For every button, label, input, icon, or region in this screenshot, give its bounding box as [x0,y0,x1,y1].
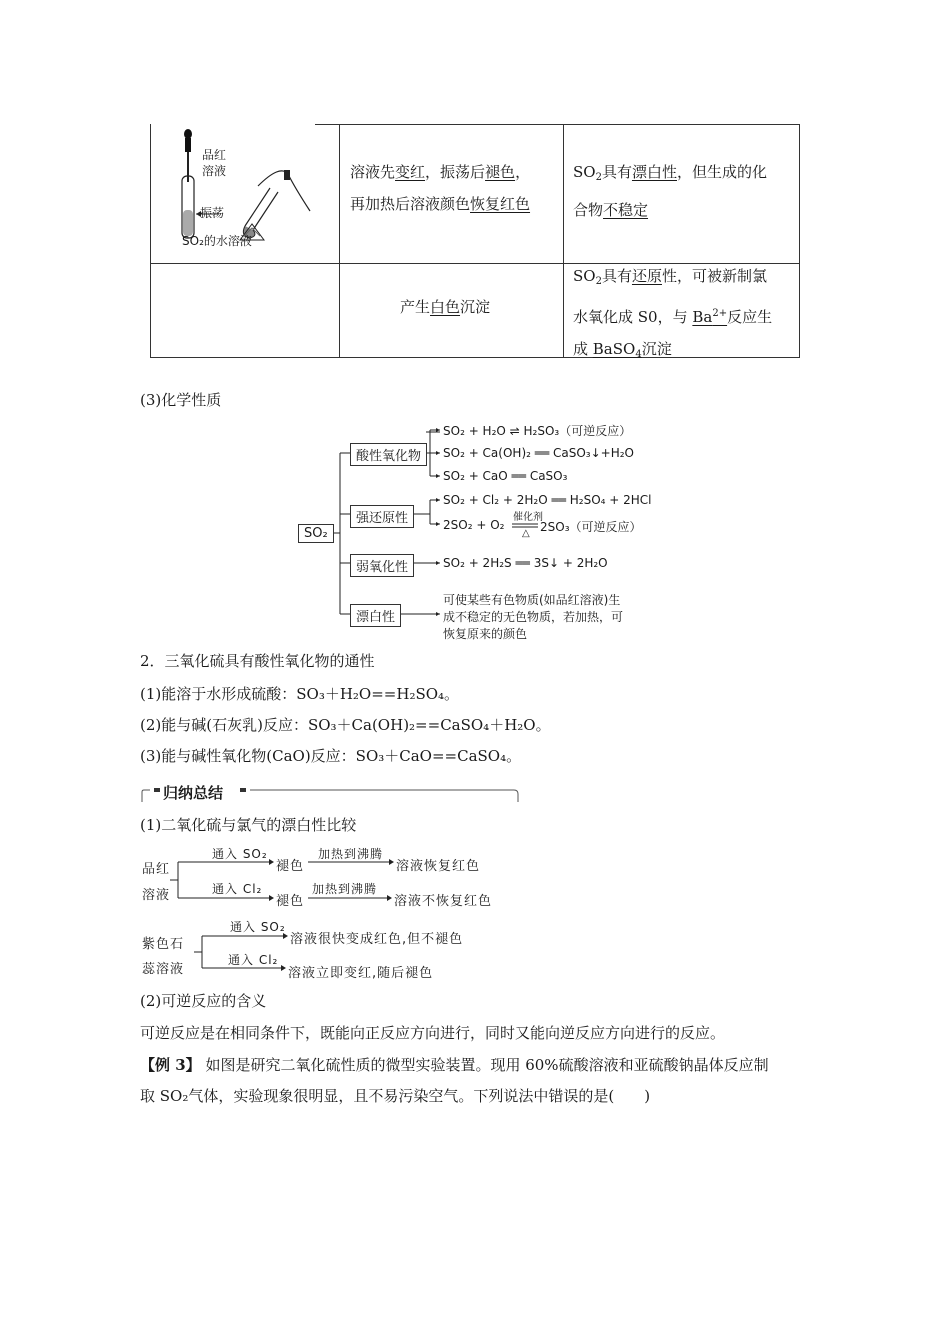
row1-phenomenon: 溶液先变红，振荡后褪色， 再加热后溶液颜色恢复红色 [350,163,531,213]
summary-banner: 归纳总结 [163,784,224,802]
reducing-eq-2-catalyst: 催化剂 [513,512,543,523]
table-border-left [150,124,151,358]
row2-conclusion: $SO_2$具有还原性，可被新制氯 水氧化成 S0，与 $Ba^{2+}$反应生 成 BaSO$_4$沉淀 [573,267,773,360]
example-3-line-2: 取 SO₂气体，实验现象很明显，且不易污染空气。下列说法中错误的是( ) [140,1087,651,1105]
bleaching-desc: 可使某些有色物质(如品红溶液)生 成不稳定的无色物质，若加热，可 恢复原来的颜色 [443,593,624,641]
litmus-result-2: 溶液立即变红,随后褪色 [288,966,434,981]
pinhong-heat-1: 加热到沸腾 [318,847,384,861]
pinhong-cl2: 通入 Cl₂ [212,882,263,896]
label-so2-solution: SO₂的水溶液 [182,234,252,248]
reducing-eq-2-right: 2SO₃（可逆反应） [540,520,642,534]
oxidizing-eq: SO₂ + 2H₂S ══ 3S↓ + 2H₂O [443,556,608,570]
so3-point-1: (1)能溶于水形成硫酸：SO₃＋H₂O==H₂SO₄。 [140,685,460,703]
so3-point-2: (2)能与碱(石灰乳)反应：SO₃＋Ca(OH)₂==CaSO₄＋H₂O。 [140,716,551,734]
acid-eq-2: SO₂ + Ca(OH)₂ ══ CaSO₃↓+H₂O [443,446,635,460]
node-so2: SO₂ [298,524,334,543]
acid-eq-3: SO₂ + CaO ══ CaSO₃ [443,469,568,483]
label-zhendang: 振荡 [200,206,225,220]
table-border-right [799,124,800,358]
compare-title: (1)二氧化硫与氯气的漂白性比较 [140,816,357,834]
node-reducing: 强还原性 [350,505,414,528]
acid-eq-1: SO₂ + H₂O ⇌ H₂SO₃（可逆反应） [443,424,632,438]
so3-title: 2．三氧化硫具有酸性氧化物的通性 [140,652,375,670]
litmus-so2: 通入 SO₂ [230,920,286,934]
litmus-label-1: 紫色石 [142,937,185,952]
pinhong-heat-2: 加热到沸腾 [312,882,378,896]
pinhong-label-2: 溶液 [142,888,171,903]
litmus-result-1: 溶液很快变成红色,但不褪色 [290,932,464,947]
node-acid-oxide: 酸性氧化物 [350,443,427,466]
reversible-definition: 可逆反应是在相同条件下，既能向正反应方向进行，同时又能向逆反应方向进行的反应。 [140,1024,726,1042]
pinhong-fade-1: 褪色 [276,859,305,874]
row2-phenomenon: 产生白色沉淀 [400,298,491,316]
section-3-heading: (3)化学性质 [140,391,222,409]
pinhong-result-2: 溶液不恢复红色 [394,894,493,909]
node-oxidizing: 弱氧化性 [350,554,414,577]
label-pinhong: 品红 [202,148,227,162]
pinhong-label-1: 品红 [142,862,171,877]
example-3-line-1: 【例 3】 如图是研究二氧化硫性质的微型实验装置。现用 60%硫酸溶液和亚硫酸钠晶体反应制 [140,1056,769,1074]
reducing-eq-1: SO₂ + Cl₂ + 2H₂O ══ H₂SO₄ + 2HCl [443,493,652,507]
node-bleaching: 漂白性 [350,604,401,627]
pinhong-fade-2: 褪色 [276,894,305,909]
so3-point-3: (3)能与碱性氧化物(CaO)反应：SO₃＋CaO==CaSO₄。 [140,747,522,765]
litmus-cl2: 通入 Cl₂ [228,953,279,967]
reducing-eq-2-heat: △ [522,528,530,539]
table-col-divider-2 [563,124,564,358]
pinhong-so2: 通入 SO₂ [212,847,268,861]
label-rongye: 溶液 [202,164,227,178]
example-3-tag: 【例 3】 [140,1056,201,1074]
litmus-label-2: 蕊溶液 [142,962,185,977]
row1-conclusion: $SO_2$具有漂白性，但生成的化 合物不稳定 [573,163,767,219]
reversible-title: (2)可逆反应的含义 [140,992,267,1010]
pinhong-result-1: 溶液恢复红色 [396,859,481,874]
table-border-top [315,124,800,125]
experiment-table [150,124,800,358]
reducing-eq-2-left: 2SO₂ + O₂ [443,518,505,532]
